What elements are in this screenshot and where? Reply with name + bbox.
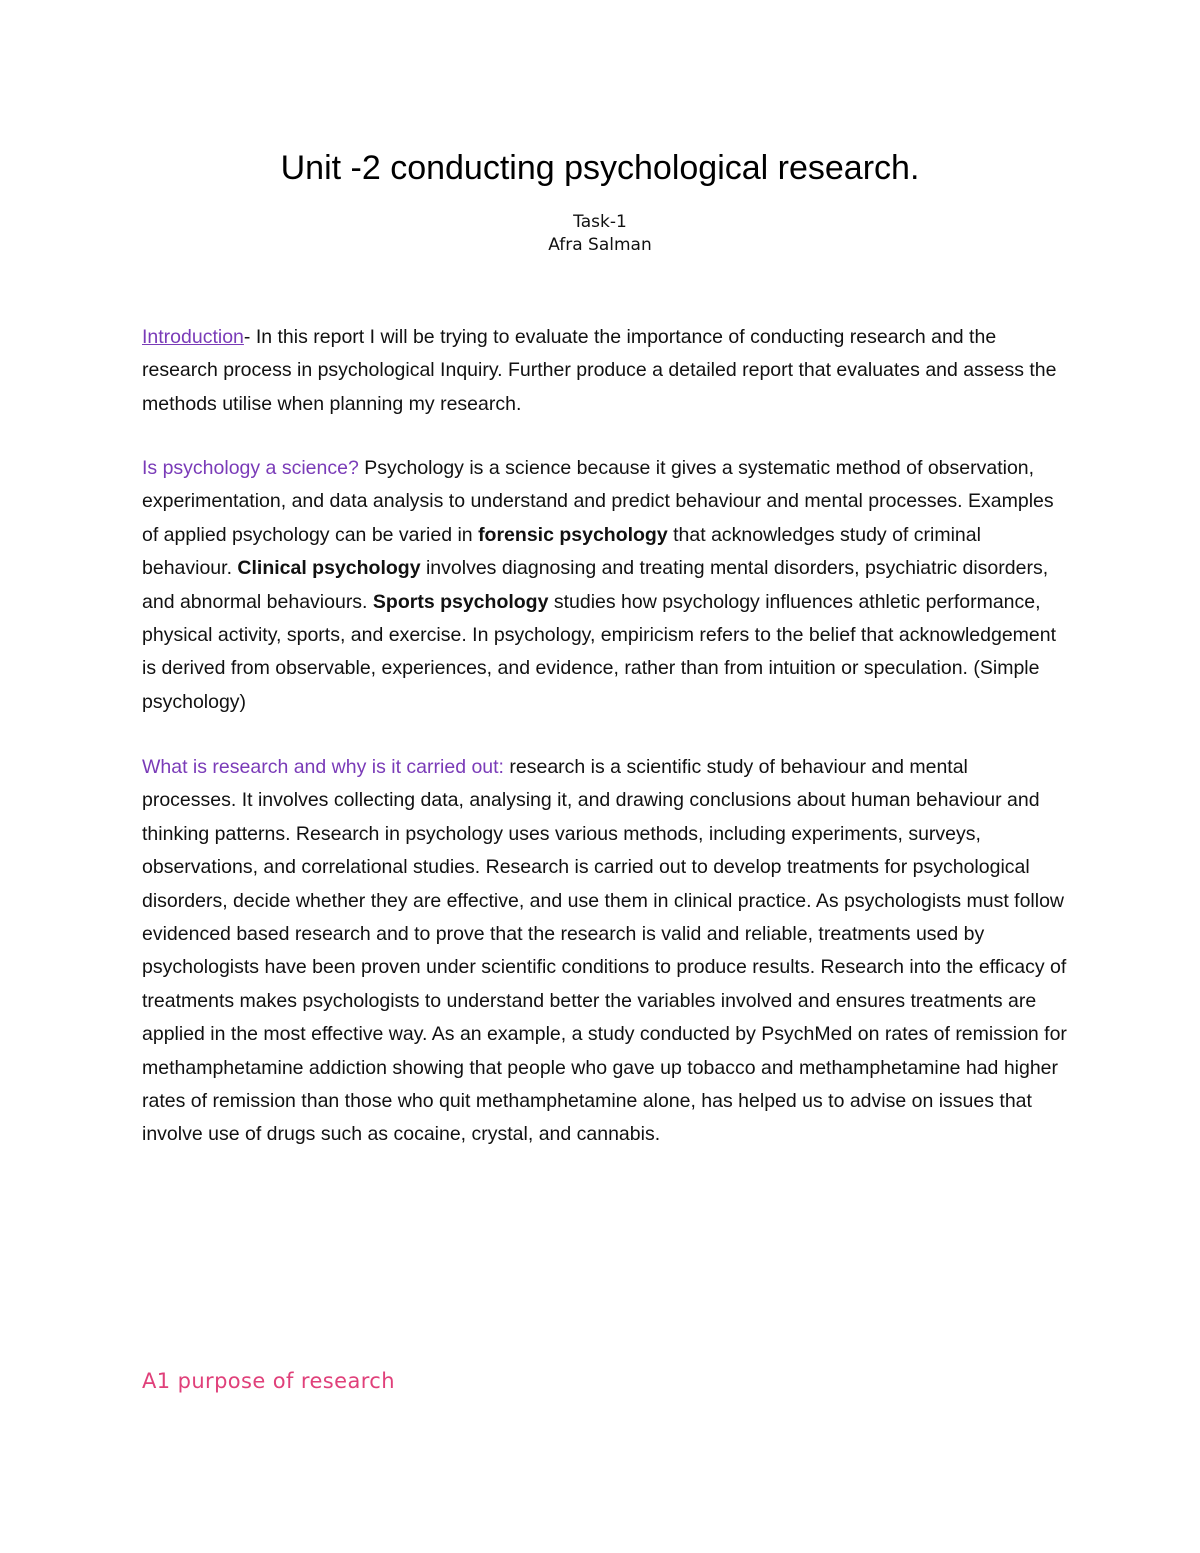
term-forensic-psychology: forensic psychology — [478, 523, 668, 546]
science-heading: Is psychology a science? — [142, 457, 359, 479]
science-text-4: studies how psychology influences athletic performance, physical activity, sports, and exercise. In psychology, empiricism refers to the belief that acknowledgement is derived from observable, experiences, and evidence, rather than from intuition or speculation. (Simple psychology) — [142, 590, 1057, 713]
research-paragraph — [142, 751, 1067, 1152]
science-text-1: Psychology is a science because it gives a systematic method of observation, experimentation, and data analysis to understand and predict behaviour and mental processes. Examples of applied psychology can be varied in — [142, 457, 1054, 546]
science-text-3: involves diagnosing and treating mental disorders, psychiatric disorders, and abnormal behaviours. — [142, 557, 1049, 613]
introduction-text: In this report I will be trying to evaluate the importance of conducting research and the research process in psychological Inquiry. Further produce a detailed report that evaluates and assess the methods utilise when planning my research. — [142, 326, 1057, 415]
research-heading: What is research and why is it carried out: — [142, 756, 504, 778]
science-paragraph — [142, 452, 1067, 719]
term-clinical-psychology: Clinical psychology — [237, 557, 421, 580]
introduction-heading: Introduction — [142, 326, 244, 348]
science-text-2: that acknowledges study of criminal behaviour. — [142, 523, 981, 580]
section-a1-heading: A1 purpose of research — [142, 1369, 395, 1393]
introduction-dash: - — [243, 326, 251, 348]
task-label: Task-1 — [573, 212, 627, 232]
author-name: Afra Salman — [548, 235, 652, 255]
document-title: Unit -2 conducting psychological research. — [280, 149, 920, 187]
introduction-paragraph — [142, 321, 1067, 421]
term-sports-psychology: Sports psychology — [372, 590, 549, 613]
research-text: research is a scientific study of behaviour and mental processes. It involves collecting data, analysing it, and drawing conclusions about human behaviour and thinking patterns. Research in psychology uses various methods, including experiments, surveys, observations, and correlational studies. Research is carried out to develop treatments for psychological disorders, decide whether they are effective, and use them in clinical practice. As psychologists must follow evidenced based research and to prove that the research is valid and reliable, treatments used by psychologists have been proven under scientific conditions to produce results. Research into the efficacy of treatments makes psychologists to understand better the variables involved and ensures treatments are applied in the most effective way. As an example, a study conducted by PsychMed on rates of remission for methamphetamine addiction showing that people who gave up tobacco and methamphetamine had higher rates of remission than those who quit methamphetamine alone, has helped us to advise on issues that involve use of drugs such as cocaine, crystal, and cannabis. — [142, 756, 1067, 1146]
